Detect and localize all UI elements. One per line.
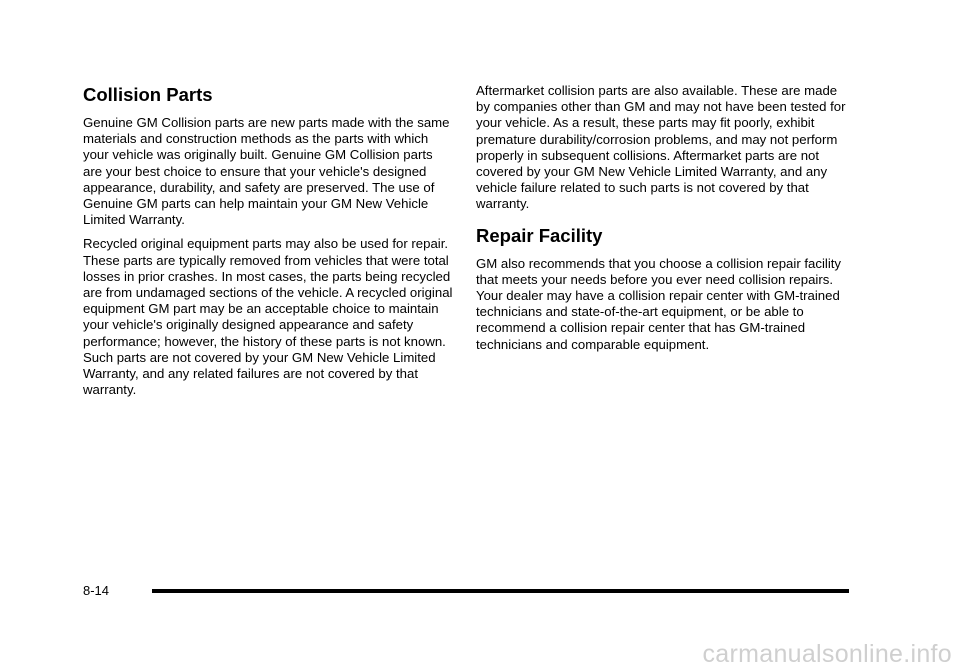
paragraph-repair-facility: GM also recommends that you choose a collision repair facility that meets your needs before you ever need collision repairs. Your dealer may have a collision repair center with GM-trained technicians and state-of-the-art equipment, or be able to recommend a collision repair center that has GM-trained technicians and comparable equipment. bbox=[476, 255, 842, 352]
paragraph-aftermarket-parts: Aftermarket collision parts are also available. These are made by companies other than GM and may not have been tested for your vehicle. As a result, these parts may fit poorly, exhibit premature durability/corrosion problems, and may not perform properly in subsequent collisions. Aftermarket parts are not covered by your GM New Vehicle Limited Warranty, and any vehicle failure related to such parts is not covered by that warranty. bbox=[476, 83, 846, 212]
right-column bbox=[476, 83, 848, 361]
page-footer bbox=[83, 582, 849, 602]
paragraph-recycled-parts: Recycled original equipment parts may also be used for repair. These parts are typically removed from vehicles that were total losses in prior crashes. In most cases, the parts being recycled are from undamaged sections of the vehicle. A recycled original equipment GM part may be an acceptable choice to maintain your vehicle's originally designed appearance and safety performance; however, the history of these parts is not known. Such parts are not covered by your GM New Vehicle Limited Warranty, and any related failures are not covered by that warranty. bbox=[83, 236, 453, 398]
page-number: 8-14 bbox=[83, 583, 110, 598]
footer-rule bbox=[152, 589, 849, 593]
section-heading-repair-facility: Repair Facility bbox=[476, 224, 603, 246]
watermark: carmanualsonline.info bbox=[702, 640, 952, 668]
left-column bbox=[83, 84, 455, 406]
section-heading-collision-parts: Collision Parts bbox=[83, 84, 213, 105]
paragraph-genuine-parts: Genuine GM Collision parts are new parts made with the same materials and construction methods as the parts with which your vehicle was originally built. Genuine GM Collision parts are your best choice to ensure that your vehicle's designed appearance, durability, and safety are preserved. The use of Genuine GM parts can help maintain your GM New Vehicle Limited Warranty. bbox=[83, 115, 450, 228]
